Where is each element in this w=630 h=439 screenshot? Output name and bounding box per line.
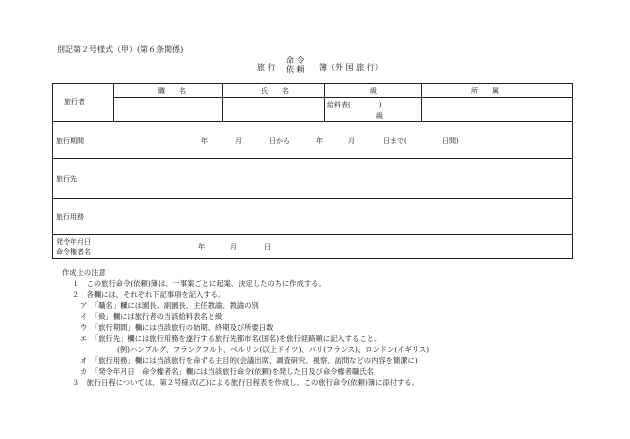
col-rule-post	[222, 83, 223, 122]
table-border-right	[572, 83, 573, 259]
row-label-period: 旅行期間	[56, 137, 84, 145]
traveler-header-rule	[113, 97, 573, 98]
table-border-bottom	[52, 258, 573, 259]
title-stack-top: 命 令	[286, 56, 305, 65]
note-item: ウ 「旅行期間」欄には当該旅行の始期、終期及び所要日数	[80, 323, 274, 332]
period-year: 年	[201, 137, 208, 145]
row-label-order-date: 発令年月日	[56, 238, 91, 246]
note-item: カ 「発令年月日 命令権者名」欄には当該旅行命令(依頼)を発した日及び命令権者職氏名	[80, 367, 374, 376]
note-item: ３ 旅行日程については、第２号様式(乙)による旅行日程表を作成し、この旅行命令(依頼)簿に添付する。	[72, 378, 419, 387]
period-until: 日まで(	[383, 137, 407, 145]
col-header-grade: 級	[370, 87, 377, 95]
title-stack	[286, 56, 305, 74]
period-month-end: 月	[348, 137, 355, 145]
title-right: 簿（外 国 旅 行）	[319, 63, 383, 72]
grade-suffix: 級	[376, 112, 383, 120]
period-year-end: 年	[316, 137, 323, 145]
col-rule-name	[324, 83, 325, 122]
row-label-authority: 命令権者名	[56, 248, 91, 256]
table-border-left	[52, 83, 53, 259]
order-year: 年	[198, 243, 205, 251]
row-rule-1	[52, 121, 573, 122]
notes-heading: 作成上の注意	[62, 268, 106, 277]
note-item: ア 「職名」欄には園長、副園長、主任教諭、教諭の別	[80, 301, 259, 310]
row-label-traveler: 旅行者	[64, 98, 85, 106]
title-stack-bottom: 依 頼	[286, 65, 305, 74]
note-item: オ 「旅行用務」欄には当該旅行を命ずる主目的(会議出席、調査研究、視察、訪問などの内容を簡潔に)	[80, 356, 418, 365]
order-day: 日	[264, 243, 271, 251]
label-column-rule	[113, 83, 114, 122]
period-month: 月	[235, 137, 242, 145]
note-item: １ この旅行命令(依頼)簿は、一事案ごとに起案、決定したのちに作成する。	[72, 279, 326, 288]
order-month: 月	[230, 243, 237, 251]
note-item: ２ 各欄には、それぞれ下記事項を記入する。	[72, 290, 226, 299]
row-rule-2	[52, 158, 573, 159]
salary-table-field: 給料表( )	[327, 101, 382, 109]
note-item: エ 「旅行先」欄には旅行用務を遂行する旅行先都市名(国名)を旅行経路順に記入すること。	[80, 334, 382, 343]
col-header-post: 職 名	[158, 87, 186, 95]
title-left: 旅 行	[257, 63, 276, 72]
period-days: 日間)	[442, 137, 459, 145]
note-item: イ 「級」欄には旅行者の当該給料表名と級	[80, 312, 223, 321]
table-border-top	[52, 83, 573, 84]
col-header-name: 氏 名	[261, 87, 289, 95]
form-id: 別記第２号様式（甲）(第６条関係)	[57, 45, 184, 54]
row-rule-3	[52, 198, 573, 199]
period-from: 日から	[269, 137, 290, 145]
row-label-destination: 旅行先	[56, 175, 77, 183]
col-header-dept: 所 属	[471, 87, 499, 95]
note-item: (例)ハンブルグ、フランクフルト、ベルリン(以上ドイツ)、パリ(フランス)、ロンドン(イギリス)	[117, 345, 430, 354]
row-rule-4	[52, 234, 573, 235]
col-rule-grade	[421, 83, 422, 122]
row-label-purpose: 旅行用務	[56, 213, 84, 221]
